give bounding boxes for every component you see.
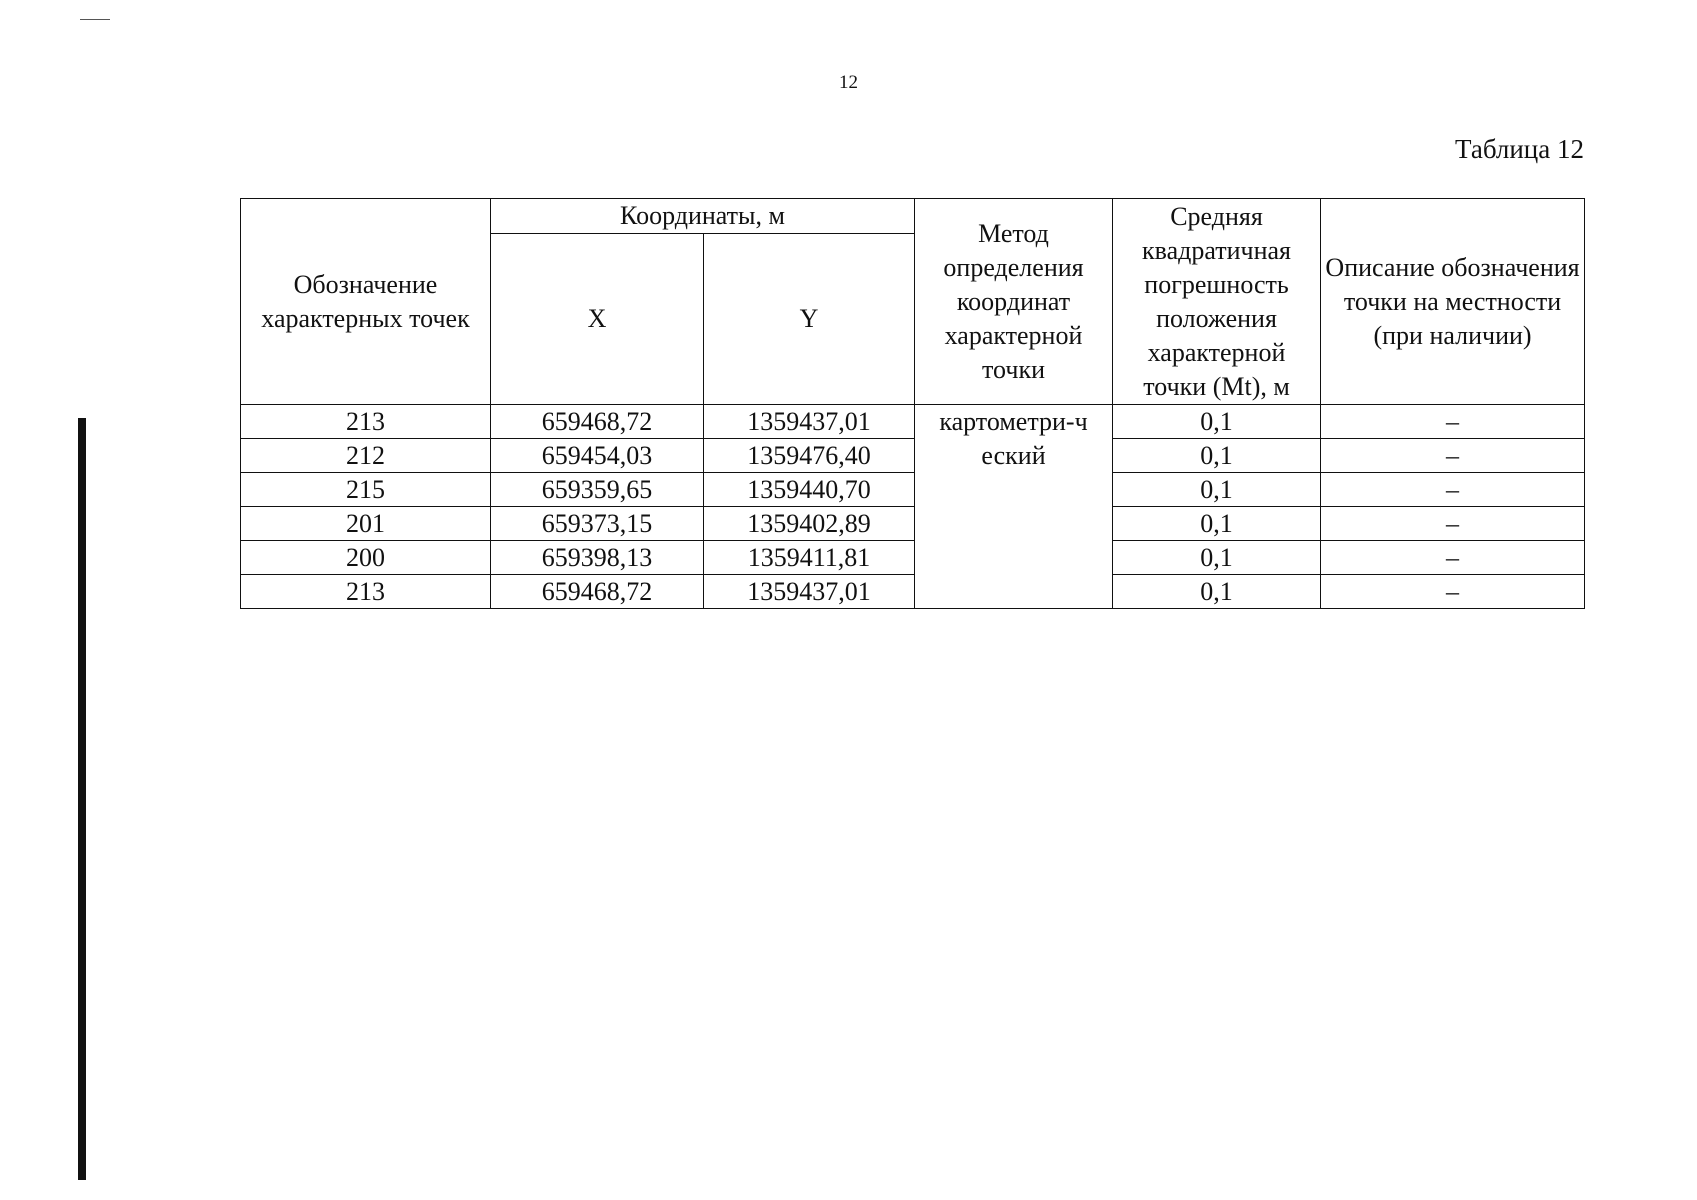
- header-method: Метод определения координат характерной точки: [915, 199, 1113, 405]
- cell-description: –: [1321, 575, 1585, 609]
- cell-x: 659373,15: [491, 507, 704, 541]
- table-caption: Таблица 12: [1455, 134, 1584, 164]
- cell-y: 1359402,89: [704, 507, 915, 541]
- cell-mt: 0,1: [1113, 575, 1321, 609]
- cell-point: 213: [241, 575, 491, 609]
- cell-x: 659398,13: [491, 541, 704, 575]
- cell-y: 1359476,40: [704, 439, 915, 473]
- header-coordinates: Координаты, м: [491, 199, 915, 234]
- cell-x: 659468,72: [491, 405, 704, 439]
- cell-y: 1359440,70: [704, 473, 915, 507]
- coordinates-table: [240, 198, 1585, 609]
- cell-mt: 0,1: [1113, 507, 1321, 541]
- cell-description: –: [1321, 473, 1585, 507]
- cell-mt: 0,1: [1113, 473, 1321, 507]
- cell-point: 213: [241, 405, 491, 439]
- cell-point: 201: [241, 507, 491, 541]
- cell-mt: 0,1: [1113, 405, 1321, 439]
- cell-mt: 0,1: [1113, 439, 1321, 473]
- cell-method: [915, 405, 1113, 609]
- header-point-designation: Обозначение характерных точек: [241, 199, 491, 405]
- table-row: [241, 405, 1585, 439]
- cell-description: –: [1321, 507, 1585, 541]
- cell-y: 1359437,01: [704, 405, 915, 439]
- cell-description: –: [1321, 439, 1585, 473]
- header-accuracy: Средняя квадратичная погрешность положения характерной точки (Mt), м: [1113, 199, 1321, 405]
- table-row: [241, 439, 1585, 473]
- header-x: X: [491, 234, 704, 405]
- scan-mark-top: [80, 19, 110, 20]
- table-row: [241, 473, 1585, 507]
- cell-y: 1359411,81: [704, 541, 915, 575]
- cell-point: 200: [241, 541, 491, 575]
- scan-bar-left: [78, 418, 86, 1180]
- cell-x: 659359,65: [491, 473, 704, 507]
- cell-y: 1359437,01: [704, 575, 915, 609]
- header-description: Описание обозначения точки на местности (при наличии): [1321, 199, 1585, 405]
- method-value: картометри-ческий: [939, 407, 1088, 470]
- cell-point: 215: [241, 473, 491, 507]
- cell-description: –: [1321, 405, 1585, 439]
- cell-x: 659468,72: [491, 575, 704, 609]
- table-row: [241, 541, 1585, 575]
- table-row: [241, 575, 1585, 609]
- cell-x: 659454,03: [491, 439, 704, 473]
- page-number: 12: [839, 72, 858, 93]
- table-row: [241, 507, 1585, 541]
- cell-description: –: [1321, 541, 1585, 575]
- cell-mt: 0,1: [1113, 541, 1321, 575]
- cell-point: 212: [241, 439, 491, 473]
- header-y: Y: [704, 234, 915, 405]
